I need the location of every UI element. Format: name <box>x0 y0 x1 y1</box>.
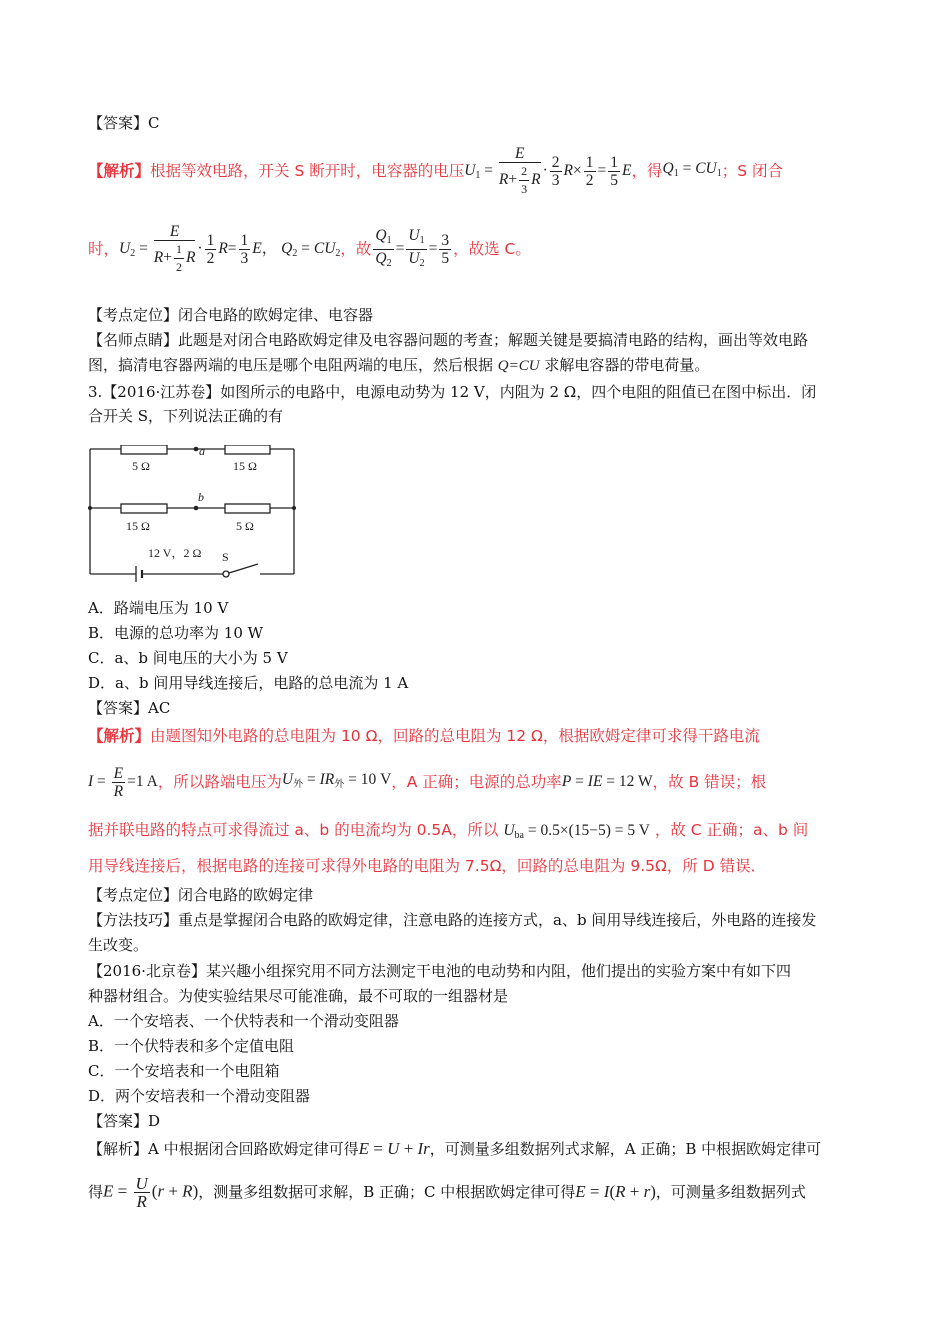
q4-option-a: A．一个安培表、一个伏特表和一个滑动变阻器 <box>88 1012 399 1030</box>
q4-option-b: B．一个伏特表和多个定值电阻 <box>88 1037 295 1055</box>
q2-analysis-tag: 【解析】 <box>88 162 151 180</box>
q3-analysis-text-1: 由题图知外电路的总电阻为 10 Ω，回路的总电阻为 12 Ω，根据欧姆定律可求得干路电流 <box>150 727 760 745</box>
q4-analysis-text-2c: ，可测量多组数据列式 <box>655 1183 806 1201</box>
q3-option-b: B．电源的总功率为 10 W <box>88 624 264 642</box>
q3-formula-uba: $U_{ba} = 0.5\times(15-5) = 5$ V <box>503 822 650 841</box>
q2-formula-u2: $U_2$ = E R+ $\frac{1}{2}$ R · $\frac{1}{2}$ R= $\frac{1}{3}$ E， $Q_2 = CU_2$ <box>119 222 341 274</box>
q4-stem-2: 种器材组合。为使实验结果尽可能准确，最不可取的一组器材是 <box>88 987 509 1005</box>
q2-analysis-text-1c: ；S 闭合 <box>721 162 784 180</box>
label-r-top-right: 15 Ω <box>233 459 257 473</box>
q4-analysis-text-1b: ，可测量多组数据列式求解，A 正确；B 中根据欧姆定律可 <box>429 1140 822 1158</box>
q2-formula-u1: $U_1$ = E R+ $\frac{2}{3}$ R · $\frac{2}{3}$ R× $\frac{1}{2}$ = $\frac{1}{5}$ E <box>464 144 632 196</box>
resistor-mid-left <box>121 504 167 513</box>
q2-analysis-text-1a: 根据等效电路，开关 S 断开时，电容器的电压 <box>150 162 465 180</box>
q2-mingshi-2c: 求解电容器的带电荷量。 <box>539 356 710 374</box>
q2-mingshi-1: 【名师点睛】此题是对闭合电路欧姆定律及电容器问题的考查；解题关键是要搞清电路的结构，画出等效电路 <box>88 331 809 349</box>
q3-analysis-text-2c: ，故 B 错误；根 <box>652 773 767 791</box>
q2-kaodian: 【考点定位】闭合电路的欧姆定律、电容器 <box>88 306 374 324</box>
label-switch: S <box>222 550 229 564</box>
q3-answer: 【答案】AC <box>88 699 171 717</box>
q3-analysis-line-4: 用导线连接后，根据电路的连接可求得外电路的电阻为 7.5Ω，回路的总电阻为 9.5Ω，所 D 错误． <box>88 857 767 875</box>
node-b-dot <box>194 506 199 511</box>
q4-analysis-line-2 <box>88 1170 806 1214</box>
q3-analysis-text-3a: 据并联电路的特点可求得流过 a、b 的电流均为 0.5A，所以 <box>88 821 499 839</box>
q4-analysis-text-1a: 【解析】A 中根据闭合回路欧姆定律可得 <box>88 1140 359 1158</box>
q4-option-c: C．一个安培表和一个电阻箱 <box>88 1062 280 1080</box>
q3-analysis-text-2b: ，A 正确；电源的总功率 <box>391 773 562 791</box>
circuit-diagram <box>88 445 300 585</box>
q4-formula-1: E = U + Ir <box>358 1139 430 1158</box>
q3-stem-1: 3.【2016·江苏卷】如图所示的电路中，电源电动势为 12 V，内阻为 2 Ω，四个电阻的阻值已在图中标出．闭 <box>88 383 817 401</box>
q3-stem-2: 合开关 S，下列说法正确的有 <box>88 407 284 425</box>
q2-formula-q1: $Q_1 = CU_1$ <box>662 159 722 179</box>
label-r-top-left: 5 Ω <box>132 459 150 473</box>
label-r-mid-left: 15 Ω <box>126 519 150 533</box>
q3-formula-p: P = IE = 12 W <box>561 773 653 790</box>
q3-option-d: D．a、b 间用导线连接后，电路的总电流为 1 A <box>88 674 409 692</box>
q2-analysis-text-2b: ，故 <box>340 240 372 258</box>
q2-mingshi-2a: 图，搞清电容器两端的电压是哪个电阻两端的电压，然后根据 <box>88 356 498 374</box>
q2-analysis-text-2c: ，故选 C。 <box>453 240 531 258</box>
q4-analysis-text-2a: 得 <box>88 1183 104 1201</box>
q3-option-a: A．路端电压为 10 V <box>88 599 229 617</box>
switch-contact <box>223 571 229 577</box>
q4-analysis-line-1 <box>88 1136 821 1162</box>
resistor-mid-right <box>225 504 270 513</box>
q3-analysis-tag: 【解析】 <box>88 727 151 745</box>
q3-formula-i: I = $\frac{E}{R}$ =1 A <box>88 764 158 800</box>
q2-mingshi-2 <box>88 355 709 376</box>
q3-fangfa-2: 生改变。 <box>88 936 149 954</box>
q3-analysis-line-3 <box>88 820 808 846</box>
q3-analysis-line-2 <box>88 762 766 802</box>
q3-analysis-line-1 <box>88 726 760 746</box>
q4-formula-2: E = $\frac{U}{R}$ (r + R) <box>103 1173 199 1211</box>
q3-analysis-text-2a: ，所以路端电压为 <box>157 773 282 791</box>
q3-option-c: C．a、b 间电压的大小为 5 V <box>88 649 288 667</box>
q2-answer: 【答案】C <box>88 114 160 132</box>
q4-answer: 【答案】D <box>88 1112 161 1130</box>
q2-analysis-text-1b: ，得 <box>631 162 663 180</box>
q4-analysis-text-2b: ，测量多组数据可求解，B 正确；C 中根据欧姆定律可得 <box>198 1183 576 1201</box>
q2-analysis-line-1 <box>88 144 784 196</box>
q4-stem-1: 【2016·北京卷】某兴趣小组探究用不同方法测定干电池的电动势和内阻，他们提出的实验方案中有如下四 <box>88 962 791 980</box>
label-node-b: b <box>198 490 204 504</box>
q4-option-d: D．两个安培表和一个滑动变阻器 <box>88 1087 311 1105</box>
q2-analysis-text-2a: 时， <box>88 240 120 258</box>
q3-formula-u: $U_外 = IR_外 = 10$ V <box>281 770 392 790</box>
switch-blade <box>229 564 258 573</box>
label-r-mid-right: 5 Ω <box>236 519 254 533</box>
resistor-top-left <box>121 445 167 454</box>
q4-formula-3: E = I(R + r) <box>575 1182 656 1201</box>
node-a-dot <box>194 447 199 452</box>
label-source: 12 V，2 Ω <box>148 546 202 560</box>
label-node-a: a <box>199 445 205 458</box>
q3-kaodian: 【考点定位】闭合电路的欧姆定律 <box>88 886 314 904</box>
q2-mingshi-2b: Q=CU <box>497 358 540 374</box>
q2-formula-ratio: $\frac{Q_1}{Q_2}$ = $\frac{U_1}{U_2}$ = $\frac{3}{5}$ <box>375 226 450 269</box>
q2-analysis-line-2 <box>88 222 531 274</box>
q3-fangfa-1: 【方法技巧】重点是掌握闭合电路的欧姆定律，注意电路的连接方式，a、b 间用导线连接后，外电路的连接发 <box>88 911 817 929</box>
q3-analysis-text-3b: ，故 C 正确；a、b 间 <box>654 821 809 839</box>
resistor-top-right <box>225 445 270 454</box>
